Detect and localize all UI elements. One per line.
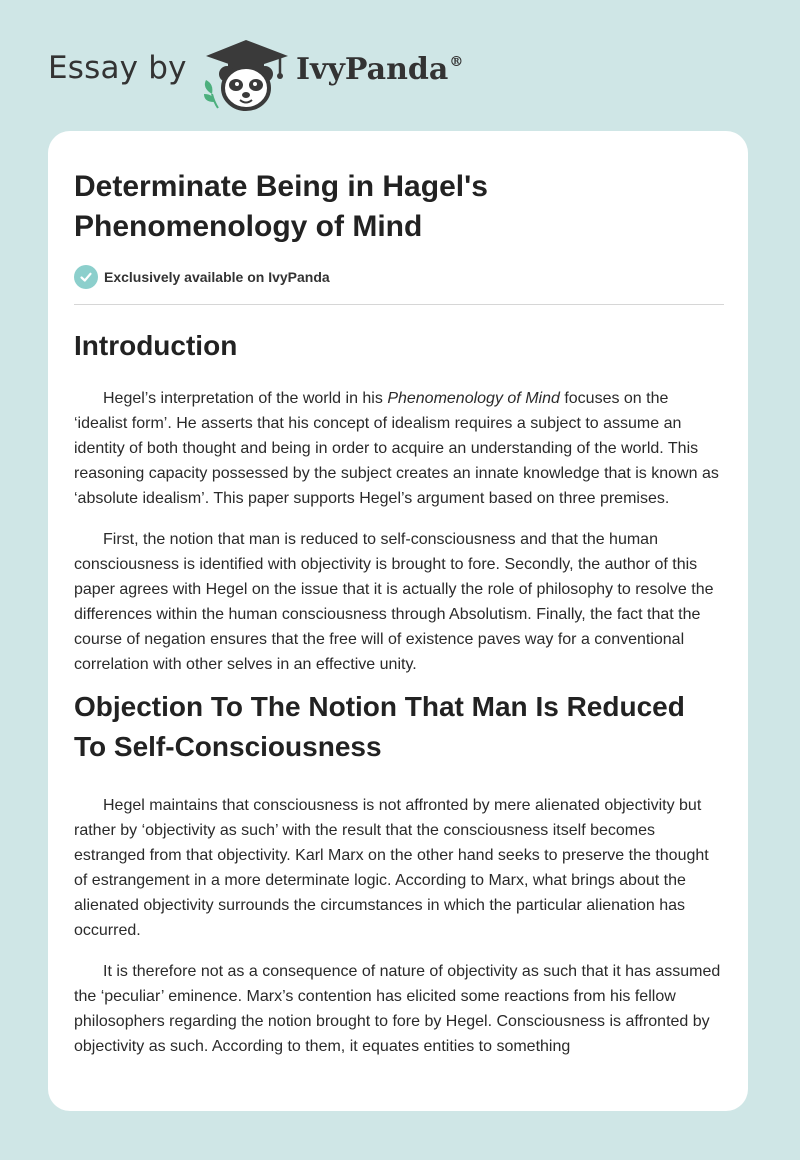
book-title: Phenomenology of Mind bbox=[387, 390, 560, 407]
section-heading-introduction: Introduction bbox=[74, 330, 238, 361]
paragraph: Hegel maintains that consciousness is not affronted by mere alienated objectivity but rather by ‘objectivity as such’ with the result that the consciousness itself becomes estranged from that objectivity. Karl Marx on the other hand seeks to preserve the thought of estrangement in a more determinate logic. According to Marx, what brings about the alienated objectivity surrounds the circumstances in which the particular alienation has occurred. bbox=[74, 797, 709, 939]
essay-by-label: Essay by bbox=[48, 50, 187, 86]
section-heading-objection: Objection To The Notion That Man Is Reduced To Self-Consciousness bbox=[74, 691, 685, 762]
paragraph: First, the notion that man is reduced to self-consciousness and that the human consciousness is identified with objectivity is brought to fore. Secondly, the author of this paper agrees with Hegel on the issue that it is actually the role of philosophy to resolve the differences within the human consciousness through Absolutism. Finally, the fact that the course of negation ensures that the free will of existence paves way for a conventional correlation with other selves in an effective unity. bbox=[74, 531, 714, 673]
paragraph: Hegel’s interpretation of the world in his Phenomenology of Mind focuses on the ‘idealist form’. He asserts that his concept of idealism requires a subject to assume an identity of both thought and being in order to acquire an understanding of the world. This reasoning capacity possessed by the subject creates an innate knowledge that is known as ‘absolute idealism’. This paper supports Hegel’s argument based on three premises. bbox=[74, 390, 719, 507]
site-header bbox=[0, 0, 800, 130]
exclusive-badge-label: Exclusively available on IvyPanda bbox=[104, 269, 330, 285]
article-card bbox=[48, 131, 748, 1111]
brand-name[interactable]: IvyPanda® bbox=[296, 52, 464, 87]
panda-logo-icon[interactable] bbox=[200, 36, 292, 112]
divider bbox=[74, 304, 724, 305]
exclusive-badge bbox=[74, 265, 724, 289]
article-title: Determinate Being in Hagel's Phenomenology of Mind bbox=[74, 170, 488, 243]
check-circle-icon bbox=[74, 265, 98, 289]
paragraph: It is therefore not as a consequence of nature of objectivity as such that it has assumed the ‘peculiar’ eminence. Marx’s contention has elicited some reactions from his fellow philosophers regarding the notion brought to fore by Hegel. Consciousness is affronted by objectivity as such. According to them, it equates entities to something bbox=[74, 963, 721, 1055]
